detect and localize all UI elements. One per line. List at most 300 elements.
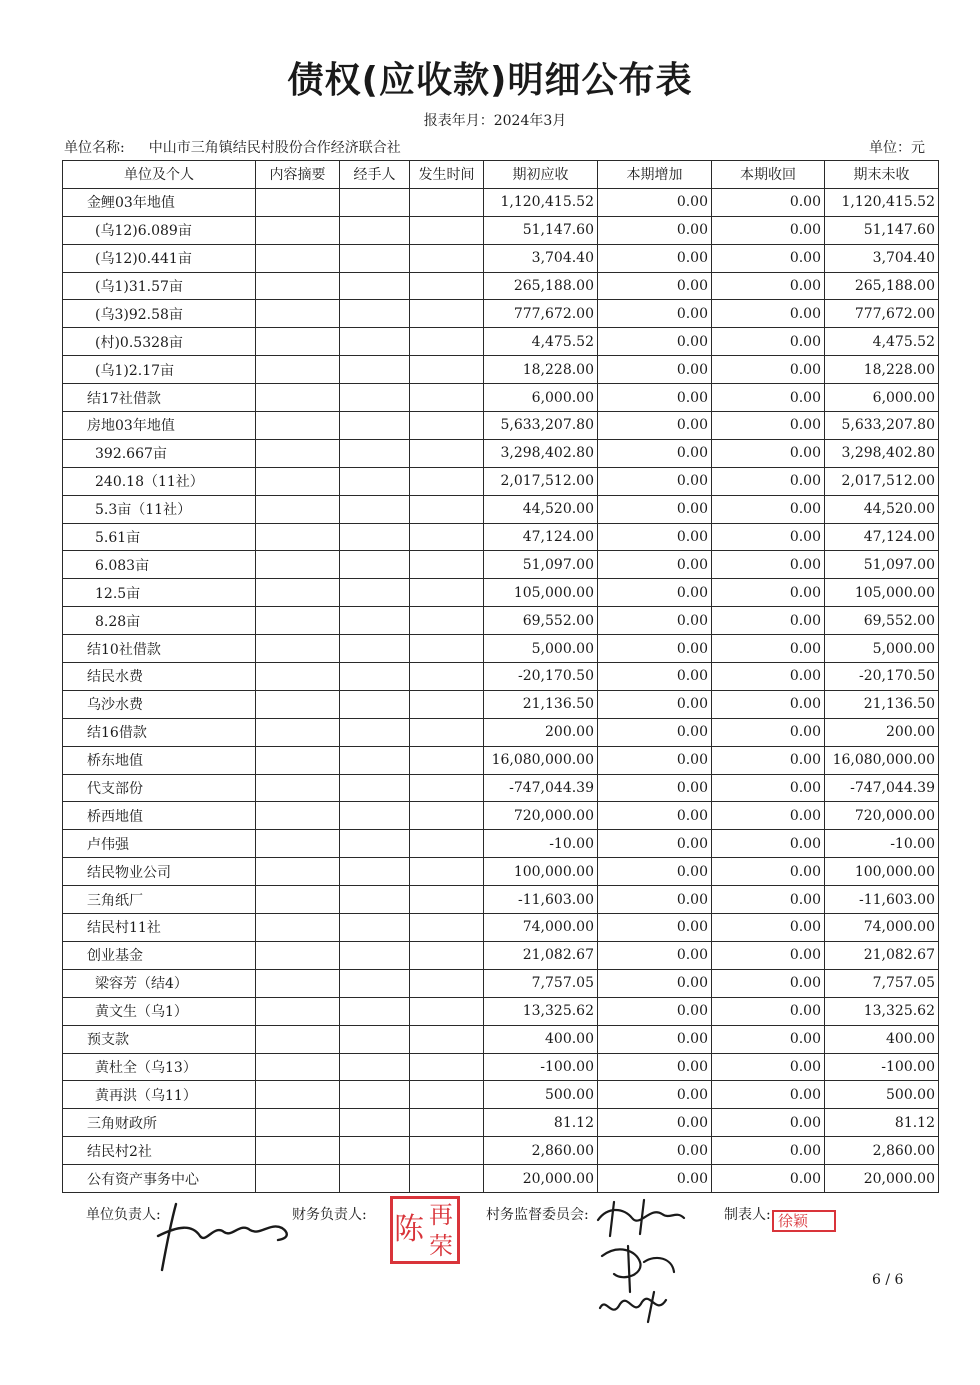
- cell-summary: [256, 300, 340, 328]
- cell-increase: 0.00: [598, 1137, 712, 1165]
- cell-increase: 0.00: [598, 941, 712, 969]
- table-row: [63, 802, 939, 830]
- cell-party: 黄文生（乌1）: [63, 997, 256, 1025]
- cell-summary: [256, 439, 340, 467]
- cell-recovered: 0.00: [712, 439, 825, 467]
- cell-summary: [256, 663, 340, 691]
- cell-closing: 18,228.00: [825, 356, 939, 384]
- table-row: [63, 523, 939, 551]
- cell-closing: 4,475.52: [825, 328, 939, 356]
- cell-summary: [256, 997, 340, 1025]
- cell-increase: 0.00: [598, 635, 712, 663]
- cell-handler: [340, 272, 410, 300]
- cell-opening: 1,120,415.52: [484, 188, 598, 216]
- cell-date: [410, 467, 484, 495]
- cell-handler: [340, 244, 410, 272]
- cell-increase: 0.00: [598, 997, 712, 1025]
- cell-party: 结民水费: [63, 663, 256, 691]
- cell-recovered: 0.00: [712, 635, 825, 663]
- cell-handler: [340, 830, 410, 858]
- cell-summary: [256, 356, 340, 384]
- cell-recovered: 0.00: [712, 1025, 825, 1053]
- cell-opening: 16,080,000.00: [484, 746, 598, 774]
- cell-party: 三角财政所: [63, 1109, 256, 1137]
- table-row: [63, 356, 939, 384]
- cell-date: [410, 830, 484, 858]
- cell-opening: 2,017,512.00: [484, 467, 598, 495]
- cell-party: 6.083亩: [63, 551, 256, 579]
- cell-opening: 2,860.00: [484, 1137, 598, 1165]
- table-row: [63, 579, 939, 607]
- cell-summary: [256, 858, 340, 886]
- cell-date: [410, 1025, 484, 1053]
- cell-date: [410, 774, 484, 802]
- cell-closing: 3,298,402.80: [825, 439, 939, 467]
- cell-recovered: 0.00: [712, 858, 825, 886]
- table-row: [63, 244, 939, 272]
- cell-recovered: 0.00: [712, 718, 825, 746]
- cell-increase: 0.00: [598, 523, 712, 551]
- unit-name-label: 单位名称:: [64, 140, 125, 156]
- cell-opening: 21,136.50: [484, 690, 598, 718]
- cell-handler: [340, 969, 410, 997]
- cell-closing: 21,136.50: [825, 690, 939, 718]
- cell-summary: [256, 830, 340, 858]
- cell-party: 预支款: [63, 1025, 256, 1053]
- cell-party: 三角纸厂: [63, 886, 256, 914]
- cell-opening: -747,044.39: [484, 774, 598, 802]
- cell-handler: [340, 356, 410, 384]
- cell-increase: 0.00: [598, 551, 712, 579]
- cell-increase: 0.00: [598, 858, 712, 886]
- cell-party: 12.5亩: [63, 579, 256, 607]
- cell-closing: 21,082.67: [825, 941, 939, 969]
- unit-name-value: 中山市三角镇结民村股份合作经济联合社: [148, 140, 401, 156]
- cell-increase: 0.00: [598, 802, 712, 830]
- cell-party: (乌1)31.57亩: [63, 272, 256, 300]
- table-row: [63, 272, 939, 300]
- report-period: 报表年月：2024年3月: [423, 113, 567, 129]
- table-row: [63, 1109, 939, 1137]
- finance-head-label: 财务负责人:: [292, 1207, 367, 1223]
- supervision-signatures: [584, 1196, 694, 1326]
- cell-increase: 0.00: [598, 969, 712, 997]
- supervision-label: 村务监督委员会:: [486, 1207, 589, 1223]
- cell-opening: 100,000.00: [484, 858, 598, 886]
- cell-date: [410, 495, 484, 523]
- cell-party: 房地03年地值: [63, 412, 256, 440]
- cell-recovered: 0.00: [712, 551, 825, 579]
- cell-opening: 81.12: [484, 1109, 598, 1137]
- cell-recovered: 0.00: [712, 774, 825, 802]
- cell-recovered: 0.00: [712, 969, 825, 997]
- cell-summary: [256, 467, 340, 495]
- cell-closing: 51,097.00: [825, 551, 939, 579]
- cell-summary: [256, 914, 340, 942]
- cell-opening: 13,325.62: [484, 997, 598, 1025]
- table-row: [63, 886, 939, 914]
- cell-recovered: 0.00: [712, 244, 825, 272]
- cell-summary: [256, 774, 340, 802]
- cell-handler: [340, 718, 410, 746]
- cell-summary: [256, 328, 340, 356]
- cell-date: [410, 1137, 484, 1165]
- table-row: [63, 969, 939, 997]
- cell-increase: 0.00: [598, 718, 712, 746]
- table-row: [63, 746, 939, 774]
- cell-party: 结16借款: [63, 718, 256, 746]
- cell-party: 240.18（11社）: [63, 467, 256, 495]
- preparer-stamp: 徐颖: [772, 1210, 836, 1232]
- cell-party: (乌3)92.58亩: [63, 300, 256, 328]
- cell-party: 代支部份: [63, 774, 256, 802]
- cell-closing: 16,080,000.00: [825, 746, 939, 774]
- cell-recovered: 0.00: [712, 830, 825, 858]
- cell-opening: 6,000.00: [484, 384, 598, 412]
- unit-head-signature: [148, 1196, 298, 1276]
- seal-char-given-1: 再: [429, 1200, 453, 1229]
- cell-handler: [340, 1165, 410, 1193]
- cell-handler: [340, 1137, 410, 1165]
- table-row: [63, 1137, 939, 1165]
- cell-closing: 5,000.00: [825, 635, 939, 663]
- table-row: [63, 551, 939, 579]
- table-row: [63, 774, 939, 802]
- cell-summary: [256, 802, 340, 830]
- table-row: [63, 607, 939, 635]
- document-title: 债权(应收款)明细公布表: [287, 60, 693, 101]
- cell-date: [410, 384, 484, 412]
- cell-date: [410, 858, 484, 886]
- table-row: [63, 1081, 939, 1109]
- cell-date: [410, 300, 484, 328]
- cell-party: 金鲤03年地值: [63, 188, 256, 216]
- cell-summary: [256, 579, 340, 607]
- cell-increase: 0.00: [598, 1081, 712, 1109]
- cell-opening: 3,704.40: [484, 244, 598, 272]
- cell-increase: 0.00: [598, 690, 712, 718]
- table-row: [63, 1025, 939, 1053]
- cell-closing: 3,704.40: [825, 244, 939, 272]
- cell-handler: [340, 941, 410, 969]
- cell-recovered: 0.00: [712, 1109, 825, 1137]
- cell-recovered: 0.00: [712, 746, 825, 774]
- cell-handler: [340, 412, 410, 440]
- cell-closing: -11,603.00: [825, 886, 939, 914]
- cell-opening: 18,228.00: [484, 356, 598, 384]
- cell-date: [410, 941, 484, 969]
- cell-date: [410, 746, 484, 774]
- cell-opening: 21,082.67: [484, 941, 598, 969]
- cell-opening: 47,124.00: [484, 523, 598, 551]
- header-date: 发生时间: [410, 161, 484, 189]
- cell-recovered: 0.00: [712, 802, 825, 830]
- cell-increase: 0.00: [598, 914, 712, 942]
- cell-handler: [340, 802, 410, 830]
- cell-opening: 51,097.00: [484, 551, 598, 579]
- table-row: [63, 914, 939, 942]
- table-row: [63, 328, 939, 356]
- cell-closing: 265,188.00: [825, 272, 939, 300]
- cell-increase: 0.00: [598, 830, 712, 858]
- cell-summary: [256, 188, 340, 216]
- cell-handler: [340, 384, 410, 412]
- table-row: [63, 830, 939, 858]
- cell-summary: [256, 886, 340, 914]
- cell-closing: 777,672.00: [825, 300, 939, 328]
- cell-closing: 200.00: [825, 718, 939, 746]
- cell-party: 5.61亩: [63, 523, 256, 551]
- table-row: [63, 997, 939, 1025]
- table-row: [63, 495, 939, 523]
- cell-opening: 500.00: [484, 1081, 598, 1109]
- table-row: [63, 467, 939, 495]
- cell-summary: [256, 635, 340, 663]
- cell-summary: [256, 690, 340, 718]
- cell-recovered: 0.00: [712, 467, 825, 495]
- cell-opening: 3,298,402.80: [484, 439, 598, 467]
- cell-date: [410, 579, 484, 607]
- cell-handler: [340, 188, 410, 216]
- cell-closing: 2,017,512.00: [825, 467, 939, 495]
- cell-increase: 0.00: [598, 300, 712, 328]
- cell-closing: 5,633,207.80: [825, 412, 939, 440]
- table-row: [63, 439, 939, 467]
- cell-date: [410, 328, 484, 356]
- seal-char-given-2: 荣: [429, 1231, 453, 1260]
- cell-handler: [340, 467, 410, 495]
- cell-summary: [256, 607, 340, 635]
- cell-opening: -20,170.50: [484, 663, 598, 691]
- cell-closing: 500.00: [825, 1081, 939, 1109]
- currency-unit: 单位：元: [869, 140, 925, 156]
- cell-increase: 0.00: [598, 1165, 712, 1193]
- table-row: [63, 718, 939, 746]
- cell-handler: [340, 439, 410, 467]
- cell-closing: -747,044.39: [825, 774, 939, 802]
- cell-closing: 51,147.60: [825, 216, 939, 244]
- cell-handler: [340, 1053, 410, 1081]
- cell-date: [410, 356, 484, 384]
- cell-summary: [256, 1109, 340, 1137]
- cell-closing: 74,000.00: [825, 914, 939, 942]
- cell-increase: 0.00: [598, 1025, 712, 1053]
- cell-recovered: 0.00: [712, 272, 825, 300]
- cell-handler: [340, 886, 410, 914]
- cell-recovered: 0.00: [712, 1165, 825, 1193]
- cell-recovered: 0.00: [712, 300, 825, 328]
- cell-date: [410, 1109, 484, 1137]
- cell-summary: [256, 969, 340, 997]
- cell-handler: [340, 495, 410, 523]
- cell-opening: 105,000.00: [484, 579, 598, 607]
- cell-closing: 6,000.00: [825, 384, 939, 412]
- cell-closing: 7,757.05: [825, 969, 939, 997]
- cell-summary: [256, 551, 340, 579]
- table-row: [63, 941, 939, 969]
- cell-date: [410, 969, 484, 997]
- cell-opening: 69,552.00: [484, 607, 598, 635]
- header-party: 单位及个人: [63, 161, 256, 189]
- cell-increase: 0.00: [598, 886, 712, 914]
- cell-recovered: 0.00: [712, 607, 825, 635]
- cell-opening: -10.00: [484, 830, 598, 858]
- cell-summary: [256, 1025, 340, 1053]
- cell-opening: 400.00: [484, 1025, 598, 1053]
- cell-handler: [340, 858, 410, 886]
- cell-party: 黄再洪（乌11）: [63, 1081, 256, 1109]
- cell-handler: [340, 997, 410, 1025]
- cell-recovered: 0.00: [712, 384, 825, 412]
- cell-increase: 0.00: [598, 1109, 712, 1137]
- cell-summary: [256, 523, 340, 551]
- cell-recovered: 0.00: [712, 216, 825, 244]
- cell-handler: [340, 746, 410, 774]
- cell-handler: [340, 1081, 410, 1109]
- cell-recovered: 0.00: [712, 523, 825, 551]
- cell-increase: 0.00: [598, 1053, 712, 1081]
- cell-increase: 0.00: [598, 439, 712, 467]
- seal-char-surname: 陈: [394, 1212, 424, 1247]
- cell-recovered: 0.00: [712, 328, 825, 356]
- cell-summary: [256, 1165, 340, 1193]
- cell-party: 梁容芳（结4）: [63, 969, 256, 997]
- cell-opening: 7,757.05: [484, 969, 598, 997]
- cell-recovered: 0.00: [712, 1137, 825, 1165]
- table-row: [63, 384, 939, 412]
- cell-closing: 100,000.00: [825, 858, 939, 886]
- header-increase: 本期增加: [598, 161, 712, 189]
- cell-summary: [256, 216, 340, 244]
- cell-summary: [256, 718, 340, 746]
- cell-opening: 200.00: [484, 718, 598, 746]
- cell-increase: 0.00: [598, 774, 712, 802]
- cell-handler: [340, 607, 410, 635]
- receivables-table: [62, 160, 939, 1193]
- cell-closing: 1,120,415.52: [825, 188, 939, 216]
- cell-closing: 20,000.00: [825, 1165, 939, 1193]
- cell-summary: [256, 941, 340, 969]
- cell-opening: 265,188.00: [484, 272, 598, 300]
- header-summary: 内容摘要: [256, 161, 340, 189]
- cell-closing: -100.00: [825, 1053, 939, 1081]
- cell-recovered: 0.00: [712, 412, 825, 440]
- cell-party: 392.667亩: [63, 439, 256, 467]
- cell-handler: [340, 579, 410, 607]
- header-closing: 期末未收: [825, 161, 939, 189]
- cell-closing: 400.00: [825, 1025, 939, 1053]
- cell-date: [410, 886, 484, 914]
- cell-recovered: 0.00: [712, 188, 825, 216]
- cell-recovered: 0.00: [712, 356, 825, 384]
- cell-party: 卢伟强: [63, 830, 256, 858]
- cell-closing: 13,325.62: [825, 997, 939, 1025]
- cell-increase: 0.00: [598, 495, 712, 523]
- header-opening: 期初应收: [484, 161, 598, 189]
- cell-recovered: 0.00: [712, 997, 825, 1025]
- table-body: [63, 188, 939, 1192]
- cell-opening: 4,475.52: [484, 328, 598, 356]
- cell-increase: 0.00: [598, 356, 712, 384]
- cell-date: [410, 1081, 484, 1109]
- cell-opening: 5,000.00: [484, 635, 598, 663]
- table-row: [63, 690, 939, 718]
- cell-date: [410, 216, 484, 244]
- cell-handler: [340, 774, 410, 802]
- cell-date: [410, 997, 484, 1025]
- unit-name-line: [64, 137, 401, 157]
- cell-increase: 0.00: [598, 244, 712, 272]
- table-row: [63, 663, 939, 691]
- cell-increase: 0.00: [598, 272, 712, 300]
- cell-date: [410, 188, 484, 216]
- cell-party: 结民物业公司: [63, 858, 256, 886]
- header-recovered: 本期收回: [712, 161, 825, 189]
- table-row: [63, 216, 939, 244]
- cell-handler: [340, 300, 410, 328]
- cell-party: 公有资产事务中心: [63, 1165, 256, 1193]
- cell-summary: [256, 1081, 340, 1109]
- cell-opening: 720,000.00: [484, 802, 598, 830]
- cell-opening: 51,147.60: [484, 216, 598, 244]
- cell-date: [410, 439, 484, 467]
- cell-party: 5.3亩（11社）: [63, 495, 256, 523]
- cell-party: 创业基金: [63, 941, 256, 969]
- cell-increase: 0.00: [598, 384, 712, 412]
- cell-closing: 720,000.00: [825, 802, 939, 830]
- cell-recovered: 0.00: [712, 1053, 825, 1081]
- cell-summary: [256, 272, 340, 300]
- cell-recovered: 0.00: [712, 886, 825, 914]
- header-handler: 经手人: [340, 161, 410, 189]
- cell-party: 8.28亩: [63, 607, 256, 635]
- cell-closing: 69,552.00: [825, 607, 939, 635]
- cell-date: [410, 802, 484, 830]
- cell-handler: [340, 914, 410, 942]
- cell-date: [410, 607, 484, 635]
- cell-increase: 0.00: [598, 412, 712, 440]
- cell-increase: 0.00: [598, 746, 712, 774]
- cell-closing: 44,520.00: [825, 495, 939, 523]
- cell-closing: 105,000.00: [825, 579, 939, 607]
- cell-summary: [256, 244, 340, 272]
- cell-date: [410, 690, 484, 718]
- cell-handler: [340, 663, 410, 691]
- cell-opening: -11,603.00: [484, 886, 598, 914]
- cell-recovered: 0.00: [712, 914, 825, 942]
- cell-summary: [256, 384, 340, 412]
- cell-handler: [340, 635, 410, 663]
- cell-party: 黄杜全（乌13）: [63, 1053, 256, 1081]
- cell-party: 结民村2社: [63, 1137, 256, 1165]
- cell-handler: [340, 328, 410, 356]
- cell-handler: [340, 1025, 410, 1053]
- cell-date: [410, 718, 484, 746]
- cell-handler: [340, 551, 410, 579]
- cell-party: 桥西地值: [63, 802, 256, 830]
- cell-date: [410, 523, 484, 551]
- cell-increase: 0.00: [598, 607, 712, 635]
- table-row: [63, 635, 939, 663]
- cell-increase: 0.00: [598, 663, 712, 691]
- cell-date: [410, 272, 484, 300]
- cell-date: [410, 635, 484, 663]
- unit-head-label: 单位负责人:: [86, 1207, 161, 1223]
- cell-party: 结10社借款: [63, 635, 256, 663]
- cell-party: 桥东地值: [63, 746, 256, 774]
- cell-date: [410, 914, 484, 942]
- cell-handler: [340, 690, 410, 718]
